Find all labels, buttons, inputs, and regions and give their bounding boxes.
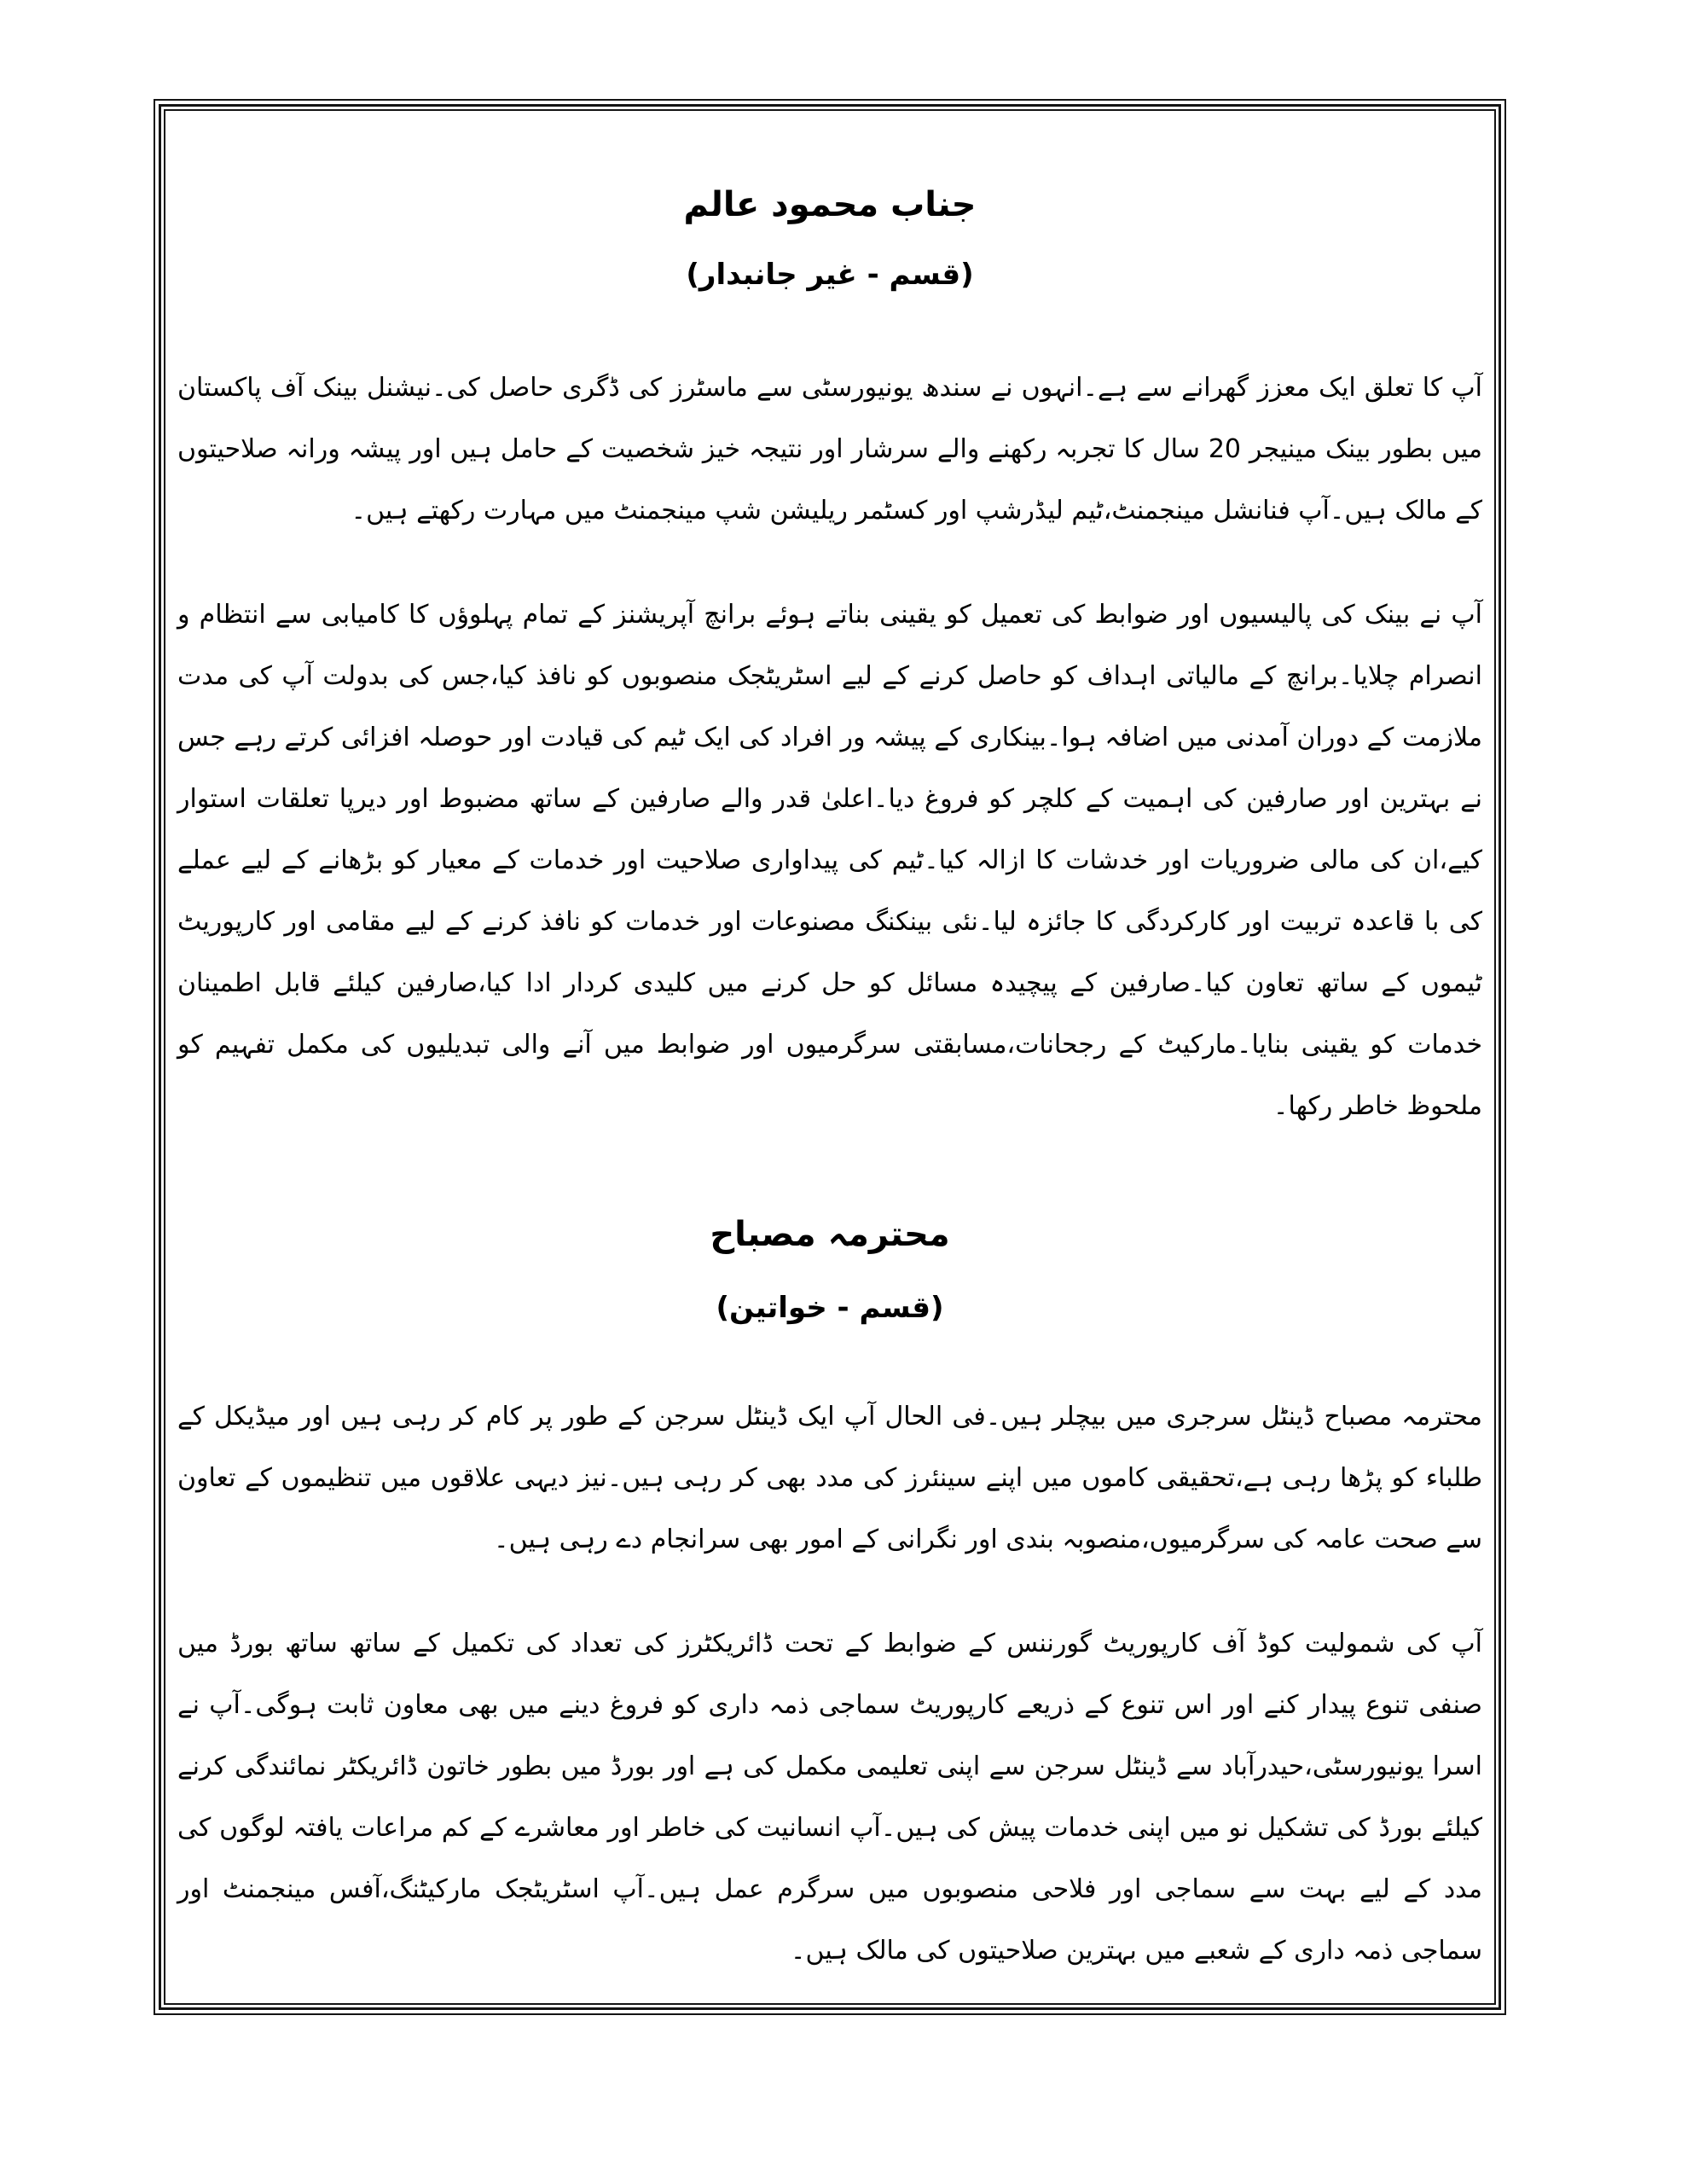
- section1-paragraph-2: آپ نے بینک کی پالیسیوں اور ضوابط کی تعمیل کو یقینی بناتے ہوئے برانچ آپریشنز کے تمام پہلوؤں کا کامیابی سے انتظام و انصرام چلایا۔برانچ کے مالیاتی اہداف کو حاصل کرنے کے لیے اسٹریٹجک منصوبوں کو نافذ کیا،جس کی بدولت آپ کی مدت ملازمت کے دوران آمدنی میں اضافہ ہوا۔بینکاری کے پیشہ ور افراد کی ایک ٹیم کی قیادت اور حوصلہ افزائی کرتے رہے جس نے بہترین اور صارفین کی اہمیت کے کلچر کو فروغ دیا۔اعلیٰ قدر والے صارفین کے ساتھ مضبوط اور دیرپا تعلقات استوار کیے،ان کی مالی ضروریات اور خدشات کا ازالہ کیا۔ٹیم کی پیداواری صلاحیت اور خدمات کے معیار کو بڑھانے کے لیے عملے کی با قاعدہ تربیت اور کارکردگی کا جائزہ لیا۔نئی بینکنگ مصنوعات اور خدمات کو نافذ کرنے کے لیے مقامی اور کارپوریٹ ٹیموں کے ساتھ تعاون کیا۔صارفین کے پیچیدہ مسائل کو حل کرنے میں کلیدی کردار ادا کیا،صارفین کیلئے قابل اطمینان خدمات کو یقینی بنایا۔مارکیٹ کے رجحانات،مسابقتی سرگرمیوں اور ضوابط میں آنے والی تبدیلیوں کی مکمل تفہیم کو ملحوظ خاطر رکھا۔: [177, 600, 1482, 1122]
- section2-paragraph-1: محترمہ مصباح ڈینٹل سرجری میں بیچلر ہیں۔فی الحال آپ ایک ڈینٹل سرجن کے طور پر کام کر رہی ہیں اور میڈیکل کے طلباء کو پڑھا رہی ہے،تحقیقی کاموں میں اپنے سینئرز کی مدد بھی کر رہی ہیں۔نیز دیہی علاقوں میں تنظیموں کے تعاون سے صحت عامہ کی سرگرمیوں،منصوبہ بندی اور نگرانی کے امور بھی سرانجام دے رہی ہیں۔: [177, 1401, 1482, 1554]
- section1-category-heading: (قسم - غیر جانبدار): [686, 258, 974, 292]
- section2-person-name-heading: محترمہ مصباح: [710, 1215, 950, 1255]
- page-border-inner-line: [164, 109, 1496, 2005]
- section2-paragraph-2: آپ کی شمولیت کوڈ آف کارپوریٹ گورننس کے ضوابط کے تحت ڈائریکٹرز کی تعداد کی تکمیل کے ساتھ ساتھ بورڈ میں صنفی تنوع پیدار کنے اور اس تنوع کے ذریعے کارپوریٹ سماجی ذمہ داری کو فروغ دینے میں بھی معاون ثابت ہوگی۔آپ نے اسرا یونیورسٹی،حیدرآباد سے ڈینٹل سرجن سے اپنی تعلیمی مکمل کی ہے اور بورڈ میں بطور خاتون ڈائریکٹر نمائندگی کرنے کیلئے بورڈ کی تشکیل نو میں اپنی خدمات پیش کی ہیں۔آپ انسانیت کی خاطر اور معاشرے کے کم مراعات یافتہ لوگوں کی مدد کے لیے بہت سے سماجی اور فلاحی منصوبوں میں سرگرم عمل ہیں۔آپ اسٹریٹجک مارکیٹنگ،آفس مینجمنٹ اور سماجی ذمہ داری کے شعبے میں بہترین صلاحیتوں کی مالک ہیں۔: [177, 1628, 1482, 1966]
- section1-paragraph-1: آپ کا تعلق ایک معزز گھرانے سے ہے۔انہوں نے سندھ یونیورسٹی سے ماسٹرز کی ڈگری حاصل کی۔نیشنل بینک آف پاکستان میں بطور بینک مینیجر 20 سال کا تجربہ رکھنے والے سرشار اور نتیجہ خیز شخصیت کے حامل ہیں اور پیشہ ورانہ صلاحیتوں کے مالک ہیں۔آپ فنانشل مینجمنٹ،ٹیم لیڈرشپ اور کسٹمر ریلیشن شپ مینجمنٹ میں مہارت رکھتے ہیں۔: [177, 373, 1482, 526]
- page-border-middle-line: [159, 104, 1501, 2010]
- page-border: [154, 99, 1506, 2015]
- section1-person-name-heading: جناب محمود عالم: [683, 185, 977, 224]
- document-content: [165, 186, 1494, 1982]
- section2-category-heading: (قسم - خواتین): [716, 1291, 944, 1326]
